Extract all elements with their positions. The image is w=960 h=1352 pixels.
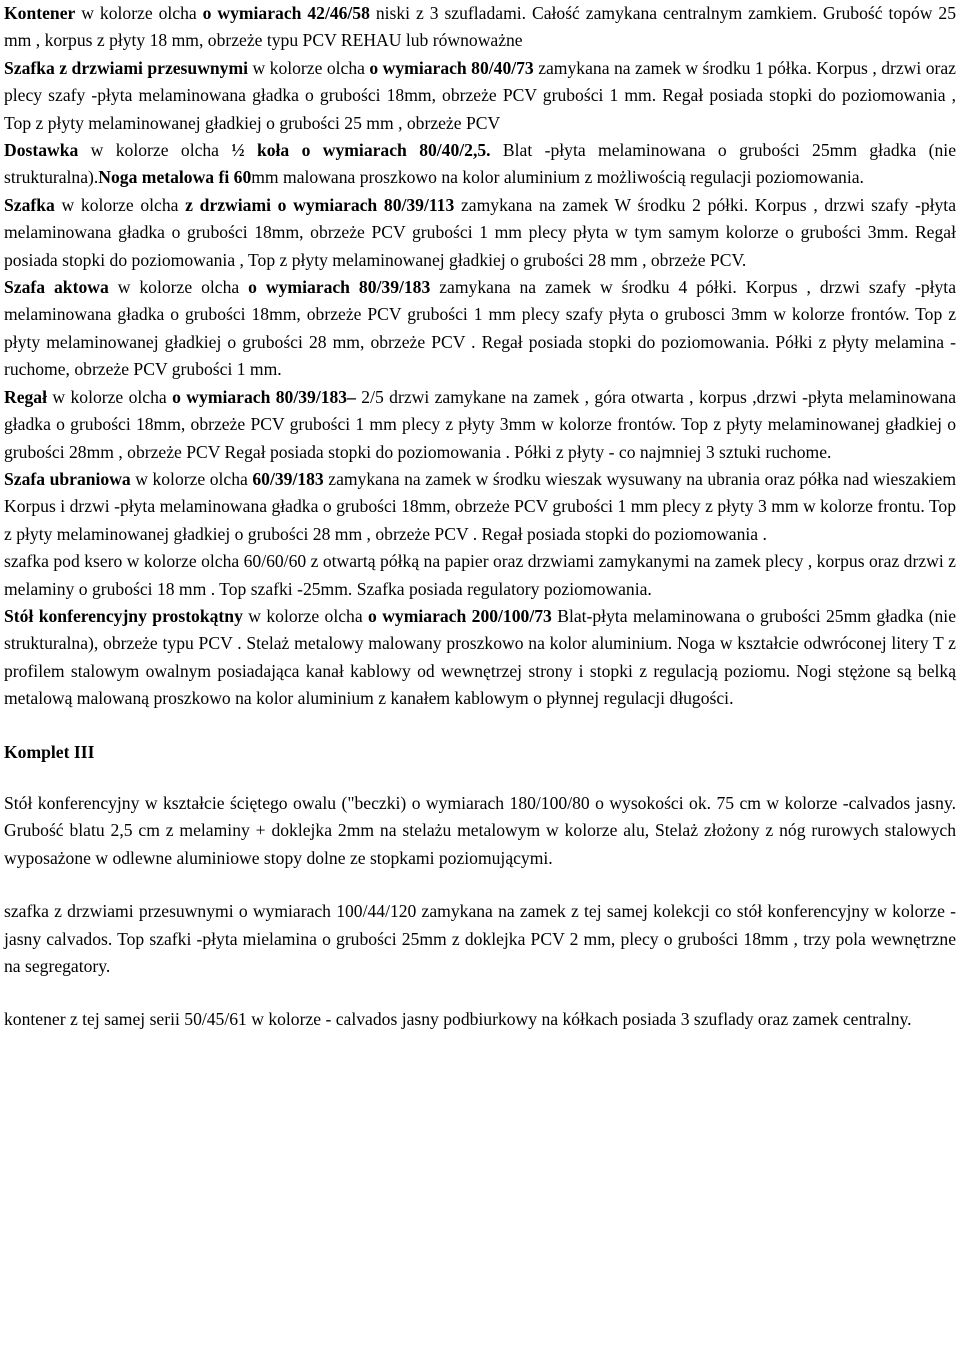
- paragraph-szafka-przesuwna: [4, 55, 956, 137]
- bold-text: Szafka z drzwiami przesuwnymi: [4, 57, 249, 78]
- text-run: w kolorze olcha: [242, 605, 369, 626]
- text-run: Blat -płyta melaminowana o grubości 25mm gładka (nie strukturalna).: [4, 140, 957, 188]
- text-run: w kolorze olcha: [47, 386, 173, 407]
- document-body: [4, 0, 956, 1034]
- text-run: zamykana na zamek w środku wieszak wysuwany na ubrania oraz półka nad wieszakiem Korpus i drzwi -płyta melaminowana gładka o grubości 18mm, obrzeże PCV grubości 1 mm plecy z płyty 3 mm w kolorze frontu. Top z płyty melaminowanej gładkiej o grubości 28 mm , obrzeże PCV . Regał posiada stopki do poziomowania .: [4, 468, 957, 544]
- paragraph-szafka-drzwi: [4, 192, 956, 274]
- paragraph-szafka-kolekcja: [4, 898, 956, 980]
- bold-text: Szafa ubraniowa: [4, 468, 131, 489]
- paragraph-szafka-ksero: [4, 548, 956, 603]
- text-run: 2/5 drzwi zamykane na zamek , góra otwarta , korpus ,drzwi -płyta melaminowana gładka o grubości 18mm, obrzeże PCV grubości 1 mm plecy z płyty 3mm w kolorze frontów. Top z płyty melaminowanej gładkiej o grubości 28mm , obrzeże PCV Regał posiada stopki do poziomowania . Półki z płyty - co najmniej 3 sztuki ruchome.: [4, 386, 957, 462]
- text-run: w kolorze olcha: [108, 277, 249, 298]
- bold-text: Noga metalowa fi 60: [98, 167, 252, 188]
- text-run: w kolorze olcha: [130, 468, 253, 489]
- bold-text: 60/39/183: [252, 468, 324, 489]
- paragraph-szafa-aktowa: [4, 274, 956, 384]
- text-run: Stół konferencyjny w kształcie ściętego owalu ("beczki) o wymiarach 180/100/80 o wysokości ok. 75 cm w kolorze -calvados jasny. Grubość blatu 2,5 cm z melaminy + doklejka 2mm na stelażu metalowym w kolorze alu, Stelaż złożony z nóg rurowych stalowych wyposażone w odlewne aluminiowe stopy dolne ze stopkami poziomującymi.: [4, 792, 956, 868]
- bold-text: Regał: [4, 386, 47, 407]
- text-run: Blat-płyta melaminowana o grubości 25mm gładka (nie strukturalna), obrzeże typu PCV . Stelaż metalowy malowany proszkowo na kolor aluminium. Noga w kształcie odwróconej litery T z profilem stalowym owalnym posiadająca kanał kablowy od wewnętrzej strony i stopki z regulacją poziomu. Nogi stężone są belką metalową malowaną proszkowo na kolor aluminium z kanałem kablowym o płynnej regulacji długości.: [4, 605, 957, 709]
- bold-text: o wymiarach 80/39/183: [248, 277, 431, 298]
- text-run: szafka z drzwiami przesuwnymi o wymiarach 100/44/120 zamykana na zamek z tej samej kolekcji co stół konferencyjny w kolorze - jasny calvados. Top szafki -płyta mielamina o grubości 25mm z doklejka PCV 2 mm, plecy o grubości 18mm , trzy pola wewnętrzne na segregatory.: [4, 901, 956, 976]
- paragraph-stol-prostokatny: [4, 603, 956, 713]
- bold-text: Szafka: [4, 194, 55, 215]
- bold-text: Stół konferencyjny prostokątny: [4, 605, 243, 626]
- bold-text: Komplet III: [4, 741, 95, 762]
- bold-text: o wymiarach 42/46/58: [202, 3, 370, 23]
- bold-text: Szafa aktowa: [4, 277, 109, 298]
- text-run: w kolorze olcha: [54, 194, 186, 215]
- paragraph-kontener-1: [4, 0, 956, 55]
- paragraph-kontener-2: [4, 1006, 956, 1033]
- bold-text: Kontener: [4, 3, 76, 23]
- text-run: w kolorze olcha: [75, 3, 203, 23]
- bold-text: o wymiarach 80/39/183–: [172, 386, 356, 407]
- paragraph-regal: [4, 384, 956, 466]
- bold-text: o wymiarach 200/100/73: [368, 605, 552, 626]
- text-run: zamykana na zamek w środku 1 półka. Korpus , drzwi oraz plecy szafy -płyta melaminowana gładka o grubości 18mm, obrzeże PCV grubości 1 mm. Regał posiada stopki do poziomowania , Top z płyty melaminowanej gładkiej o grubości 25 mm , obrzeże PCV: [4, 57, 956, 133]
- text-run: szafka pod ksero w kolorze olcha 60/60/60 z otwartą półką na papier oraz drzwiami zamykanymi na zamek plecy , korpus oraz drzwi z melaminy o grubości 18 mm . Top szafki -25mm. Szafka posiada regulatory poziomowania.: [4, 551, 956, 599]
- text-run: w kolorze olcha: [248, 57, 370, 78]
- text-run: niski z 3 szufladami. Całość zamykana centralnym zamkiem. Grubość topów 25 mm , korpus z płyty 18 mm, obrzeże typu PCV REHAU lub równoważne: [4, 3, 956, 51]
- text-run: mm malowana proszkowo na kolor aluminium z możliwością regulacji poziomowania.: [251, 167, 864, 188]
- text-run: zamykana na zamek w środku 4 półki. Korpus , drzwi szafy -płyta melaminowana gładka o grubości 18mm, obrzeże PCV grubości 1 mm plecy szafy płyta o grubosci 3mm w kolorze frontów. Top z płyty melaminowanej gładkiej o grubości 28 mm, obrzeże PCV . Regał posiada stopki do poziomowania. Półki z płyty melamina - ruchome, obrzeże PCV grubości 1 mm.: [4, 277, 956, 380]
- text-run: zamykana na zamek W środku 2 półki. Korpus , drzwi szafy -płyta melaminowana gładka o grubości 18mm, obrzeże PCV grubości 1 mm plecy płyta w tym samym kolorze o grubości 3mm. Regał posiada stopki do poziomowania , Top z płyty melaminowanej gładkiej o grubości 28 mm , obrzeże PCV.: [4, 194, 956, 270]
- paragraph-dostawka: [4, 137, 956, 192]
- paragraph-szafa-ubraniowa: [4, 466, 956, 548]
- text-run: w kolorze olcha: [78, 140, 232, 161]
- bold-text: z drzwiami o wymiarach 80/39/113: [185, 194, 455, 215]
- text-run: kontener z tej samej serii 50/45/61 w kolorze - calvados jasny podbiurkowy na kółkach posiada 3 szuflady oraz zamek centralny.: [4, 1009, 912, 1030]
- bold-text: o wymiarach 80/40/73: [369, 57, 534, 78]
- paragraph-stol-owal: [4, 790, 956, 872]
- bold-text: ½ koła o wymiarach 80/40/2,5.: [231, 140, 491, 161]
- paragraph-komplet-iii: [4, 739, 956, 766]
- bold-text: Dostawka: [4, 140, 79, 161]
